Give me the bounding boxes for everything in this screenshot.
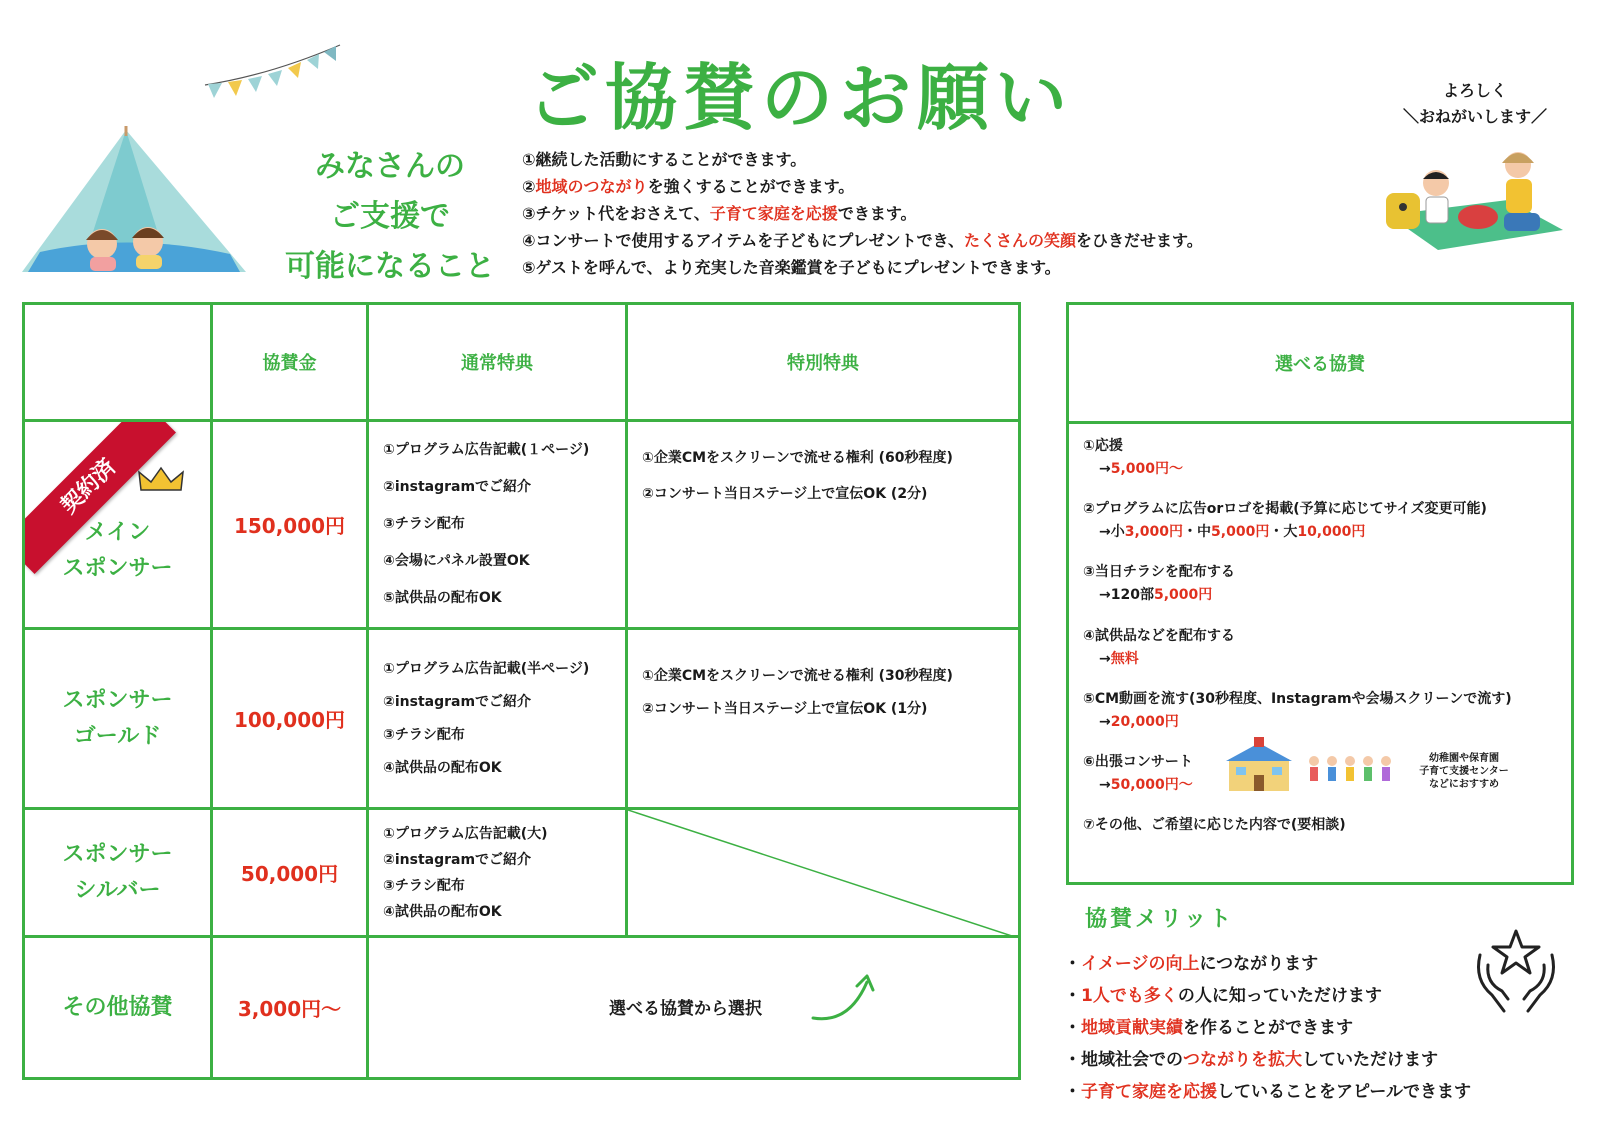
- special-benefit-empty: [627, 809, 1020, 937]
- body-text: ・: [1064, 986, 1081, 1006]
- choose-option-label: ⑥出張コンサート: [1083, 754, 1193, 770]
- merit-item: [1064, 1012, 1471, 1044]
- highlight-text: 5,000円: [1153, 587, 1213, 603]
- body-text: ・: [1064, 1018, 1081, 1038]
- page-title: ご協賛のお願い: [526, 56, 1073, 140]
- benefit-item: ①プログラム広告記載(大): [383, 825, 548, 842]
- merged-benefit-cell: [368, 937, 1020, 1079]
- tier-name-line: スポンサー: [62, 841, 173, 867]
- highlight-text: イメージの向上: [1081, 954, 1200, 974]
- header-normal-benefit: 通常特典: [368, 304, 627, 421]
- choose-sponsorship-panel: [1066, 302, 1574, 885]
- benefit-line: [522, 146, 1203, 173]
- hands-star-icon: [1470, 925, 1562, 1015]
- choose-option-label: ①応援: [1083, 438, 1123, 454]
- body-text: →: [1099, 461, 1111, 477]
- body-text: を作ることができます: [1183, 1018, 1353, 1038]
- highlight-text: つながりを拡大: [1183, 1050, 1302, 1070]
- highlight-text: 1人でも多く: [1081, 986, 1178, 1006]
- tier-other: [24, 937, 212, 1079]
- school-building-icon: [1224, 737, 1294, 793]
- benefit-item: ①プログラム広告記載(半ページ): [383, 660, 590, 677]
- sponsorship-table: [22, 302, 1021, 1080]
- benefit-item: ③チラシ配布: [383, 726, 465, 743]
- highlight-text: 子育て家庭を応援: [709, 204, 838, 223]
- contracted-ribbon-label: 契約済: [25, 422, 176, 574]
- benefit-item: ②instagramでご紹介: [383, 851, 532, 868]
- body-text: →小: [1099, 524, 1125, 540]
- tier-gold-sponsor: [24, 629, 212, 809]
- normal-benefit-list: [368, 421, 627, 629]
- body-text: をひきだせます。: [1076, 231, 1203, 250]
- merit-item: [1064, 948, 1471, 980]
- choose-option: [1083, 814, 1346, 837]
- body-text: できます。: [837, 204, 917, 223]
- body-text: ・地域社会での: [1064, 1050, 1183, 1070]
- special-benefit-list: [627, 421, 1020, 629]
- tier-amount: 150,000円: [212, 421, 368, 629]
- body-text: →120部: [1099, 587, 1154, 603]
- tier-main-sponsor: [24, 421, 212, 629]
- tier-name-line: その他協賛: [62, 994, 173, 1020]
- tier-amount: 3,000円～: [212, 937, 368, 1079]
- body-text: ・: [1064, 954, 1081, 974]
- choose-option-label: ③当日チラシを配布する: [1083, 564, 1235, 580]
- normal-benefit-list: [368, 809, 627, 937]
- lead-line: みなさんの: [315, 149, 465, 184]
- choose-option-label: ④試供品などを配布する: [1083, 628, 1235, 644]
- highlight-text: 地域貢献実績: [1081, 1018, 1183, 1038]
- benefit-line: [522, 173, 1203, 200]
- lead-line: ご支援で: [330, 199, 450, 234]
- choose-option-label: ⑤CM動画を流す(30秒程度、Instagramや会場スクリーンで流す): [1083, 691, 1512, 707]
- choose-option-price: [1083, 521, 1487, 544]
- header-special-benefit: 特別特典: [627, 304, 1020, 421]
- tier-amount: 100,000円: [212, 629, 368, 809]
- benefit-item: ⑤試供品の配布OK: [383, 590, 502, 606]
- choose-option-price: [1083, 584, 1235, 607]
- benefit-item: ③チラシ配布: [383, 516, 465, 532]
- tier-name: [25, 515, 210, 587]
- merit-item: [1064, 1044, 1471, 1076]
- highlight-text: 20,000円: [1110, 714, 1179, 730]
- greeting-line: よろしく: [1442, 81, 1507, 100]
- header-amount: 協賛金: [212, 304, 368, 421]
- children-group-icon: [1304, 753, 1394, 789]
- choose-option-price: [1083, 648, 1235, 671]
- lead-text: [255, 142, 525, 292]
- outreach-note: [1409, 752, 1519, 791]
- choose-option: [1083, 625, 1235, 671]
- body-text: ・: [1064, 1082, 1081, 1102]
- highlight-text: 5,000円: [1211, 524, 1270, 540]
- select-from-choose-text: 選べる協賛から選択: [609, 999, 762, 1019]
- greeting-line: ＼おねがいします／: [1402, 107, 1547, 126]
- highlight-text: たくさんの笑顔: [964, 231, 1077, 250]
- body-text: →: [1099, 651, 1111, 667]
- benefit-item: ②instagramでご紹介: [383, 693, 532, 710]
- body-text: していただけます: [1302, 1050, 1438, 1070]
- body-text: ②: [522, 177, 536, 196]
- greeting-text: [1385, 78, 1565, 130]
- outreach-note-line: 子育て支援センター: [1419, 766, 1509, 777]
- choose-option: [1083, 435, 1183, 481]
- tent-children-illustration: [20, 122, 250, 280]
- body-text: ・中: [1183, 524, 1212, 540]
- body-text: につながります: [1199, 954, 1319, 974]
- body-text: の人に知っていただけます: [1177, 986, 1382, 1006]
- tier-silver-sponsor: [24, 809, 212, 937]
- special-benefit-list: [627, 629, 1020, 809]
- benefit-item: ①企業CMをスクリーンで流せる権利 (60秒程度): [642, 450, 953, 466]
- benefit-item: ④試供品の配布OK: [383, 903, 502, 920]
- benefit-item: ③チラシ配布: [383, 877, 465, 894]
- body-text: ⑤ゲストを呼んで、より充実した音楽鑑賞を子どもにプレゼントできます。: [522, 258, 1061, 277]
- merit-item: [1064, 1076, 1471, 1108]
- body-text: →: [1099, 777, 1111, 793]
- benefit-line: [522, 200, 1203, 227]
- choose-option: [1083, 498, 1487, 544]
- benefit-item: ④試供品の配布OK: [383, 759, 502, 776]
- body-text: →: [1099, 714, 1111, 730]
- outreach-note-line: などにおすすめ: [1428, 779, 1500, 790]
- header-empty-cell: [24, 304, 212, 421]
- benefit-item: ②コンサート当日ステージ上で宣伝OK (1分): [642, 701, 928, 717]
- outreach-note-line: 幼稚園や保育園: [1429, 753, 1499, 764]
- choose-option-price: [1083, 458, 1183, 481]
- highlight-text: 子育て家庭を応援: [1081, 1082, 1217, 1102]
- choose-option-label: ⑦その他、ご希望に応じた内容で(要相談): [1083, 817, 1346, 833]
- crown-icon: [137, 466, 185, 492]
- benefit-item: ④会場にパネル設置OK: [383, 553, 530, 569]
- tier-name-line: ゴールド: [73, 723, 162, 749]
- choose-option: [1083, 688, 1512, 734]
- benefit-line: [522, 254, 1203, 281]
- body-text: していることをアピールできます: [1217, 1082, 1471, 1102]
- tier-name-line: シルバー: [74, 877, 161, 903]
- benefit-line: [522, 227, 1203, 254]
- highlight-text: 5,000円～: [1110, 461, 1184, 477]
- choose-option: [1083, 561, 1235, 607]
- highlight-text: 50,000円～: [1110, 777, 1193, 793]
- highlight-text: 地域のつながり: [535, 177, 648, 196]
- benefit-item: ①プログラム広告記載(１ページ): [383, 442, 590, 458]
- benefit-item: ①企業CMをスクリーンで流せる権利 (30秒程度): [642, 668, 953, 684]
- tier-name-line: メイン: [84, 519, 151, 545]
- body-text: ③チケット代をおさえて、: [522, 204, 710, 223]
- body-text: を強くすることができます。: [647, 177, 855, 196]
- highlight-text: 無料: [1110, 651, 1139, 667]
- merit-item: [1064, 980, 1471, 1012]
- tier-name-line: スポンサー: [62, 555, 173, 581]
- choose-option-label: ②プログラムに広告orロゴを掲載(予算に応じてサイズ変更可能): [1083, 501, 1487, 517]
- benefit-item: ②コンサート当日ステージ上で宣伝OK (2分): [642, 486, 928, 502]
- choose-option-price: [1083, 711, 1512, 734]
- choose-option-price: [1083, 774, 1193, 797]
- highlight-text: 10,000円: [1297, 524, 1366, 540]
- benefit-item: ②instagramでご紹介: [383, 479, 532, 495]
- benefits-list: [522, 146, 1203, 281]
- diagonal-line: [628, 810, 1018, 938]
- merit-list: [1064, 948, 1471, 1108]
- normal-benefit-list: [368, 629, 627, 809]
- body-text: ①継続した活動にすることができます。: [522, 150, 807, 169]
- highlight-text: 3,000円: [1124, 524, 1184, 540]
- picnic-family-illustration: [1378, 145, 1568, 270]
- choose-option: [1083, 751, 1193, 797]
- merit-title: 協賛メリット: [1085, 907, 1235, 932]
- body-text: ・大: [1269, 524, 1298, 540]
- choose-header: 選べる協賛: [1069, 305, 1571, 424]
- body-text: ④コンサートで使用するアイテムを子どもにプレゼントでき、: [522, 231, 965, 250]
- tier-name-line: スポンサー: [62, 687, 173, 713]
- tier-amount: 50,000円: [212, 809, 368, 937]
- lead-line: 可能になること: [285, 249, 495, 284]
- curved-arrow-icon: [809, 968, 879, 1028]
